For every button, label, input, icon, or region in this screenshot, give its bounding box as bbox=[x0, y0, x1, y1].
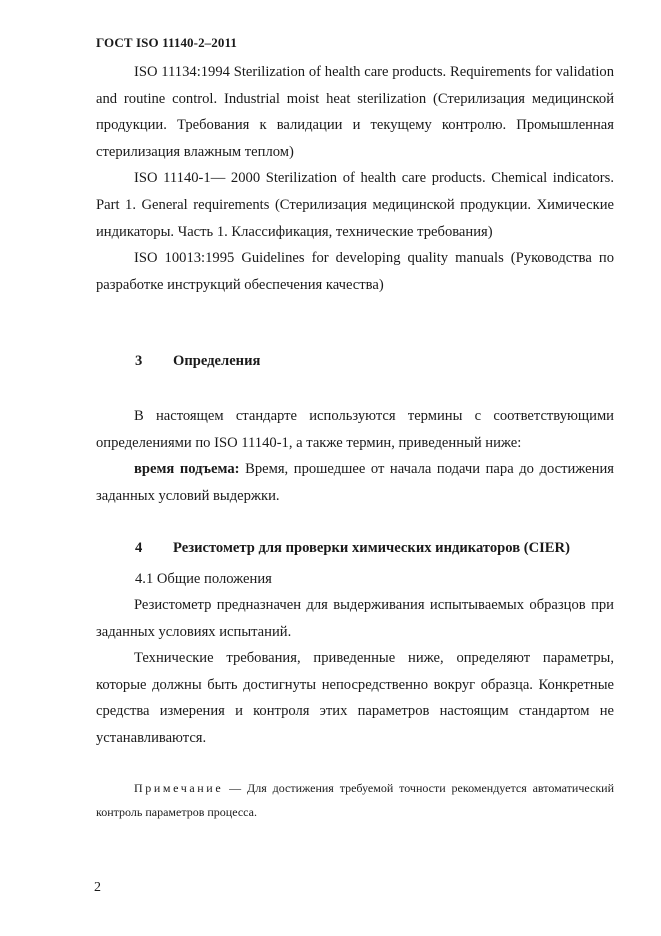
reference-iso-11134: ISO 11134:1994 Sterilization of health care products. Requirements for validation and routine control. Industrial moist heat sterilization (Стерилизация медицинской продукции. Требования к валидации и текущему контролю. Промышленная стерилизация влажным теплом) bbox=[96, 64, 614, 160]
section-4-heading bbox=[135, 540, 570, 557]
section-3-title: Определения bbox=[173, 353, 261, 369]
section-4-paragraph-2: Технические требования, приведенные ниже, определяют параметры, которые должны быть достигнуты непосредственно вокруг образца. Конкретные средства измерения и контроля этих параметров настоящим стандартом не устанавливаются. bbox=[96, 650, 614, 746]
term-rise-time-definition: Время, прошедшее от начала подачи пара до достижения заданных условий выдержки. bbox=[96, 461, 614, 504]
section-4-title: Резистометр для проверки химических индикаторов (CIER) bbox=[173, 540, 570, 556]
section-3-number: 3 bbox=[135, 353, 143, 369]
section-3-body bbox=[96, 403, 614, 509]
reference-iso-11140-1: ISO 11140-1— 2000 Sterilization of health care products. Chemical indicators. Part 1. General requirements (Стерилизация медицинской продукции. Химические индикаторы. Часть 1. Классификация, технические требования) bbox=[96, 170, 614, 240]
section-4-paragraph-1: Резистометр предназначен для выдерживания испытываемых образцов при заданных условиях испытаний. bbox=[96, 597, 614, 640]
note bbox=[96, 776, 614, 824]
section-4-body bbox=[96, 592, 614, 752]
section-3-heading bbox=[135, 353, 260, 370]
section-4-number: 4 bbox=[135, 540, 143, 556]
normative-references bbox=[96, 59, 614, 298]
note-text: — Для достижения требуемой точности рекомендуется автоматический контроль параметров процесса. bbox=[96, 781, 614, 819]
definitions-intro: В настоящем стандарте используются термины с соответствующими определениями по ISO 11140-1, а также термин, приведенный ниже: bbox=[96, 408, 614, 451]
term-rise-time: время подъема: bbox=[134, 461, 240, 478]
document-header: ГОСТ ISO 11140-2–2011 bbox=[96, 35, 237, 50]
subsection-4-1-heading: 4.1 Общие положения bbox=[135, 571, 272, 587]
term-definition bbox=[96, 456, 614, 509]
page-number: 2 bbox=[94, 880, 101, 895]
note-label: Примечание bbox=[134, 781, 224, 795]
reference-iso-10013: ISO 10013:1995 Guidelines for developing quality manuals (Руководства по разработке инструкций обеспечения качества) bbox=[96, 250, 614, 293]
